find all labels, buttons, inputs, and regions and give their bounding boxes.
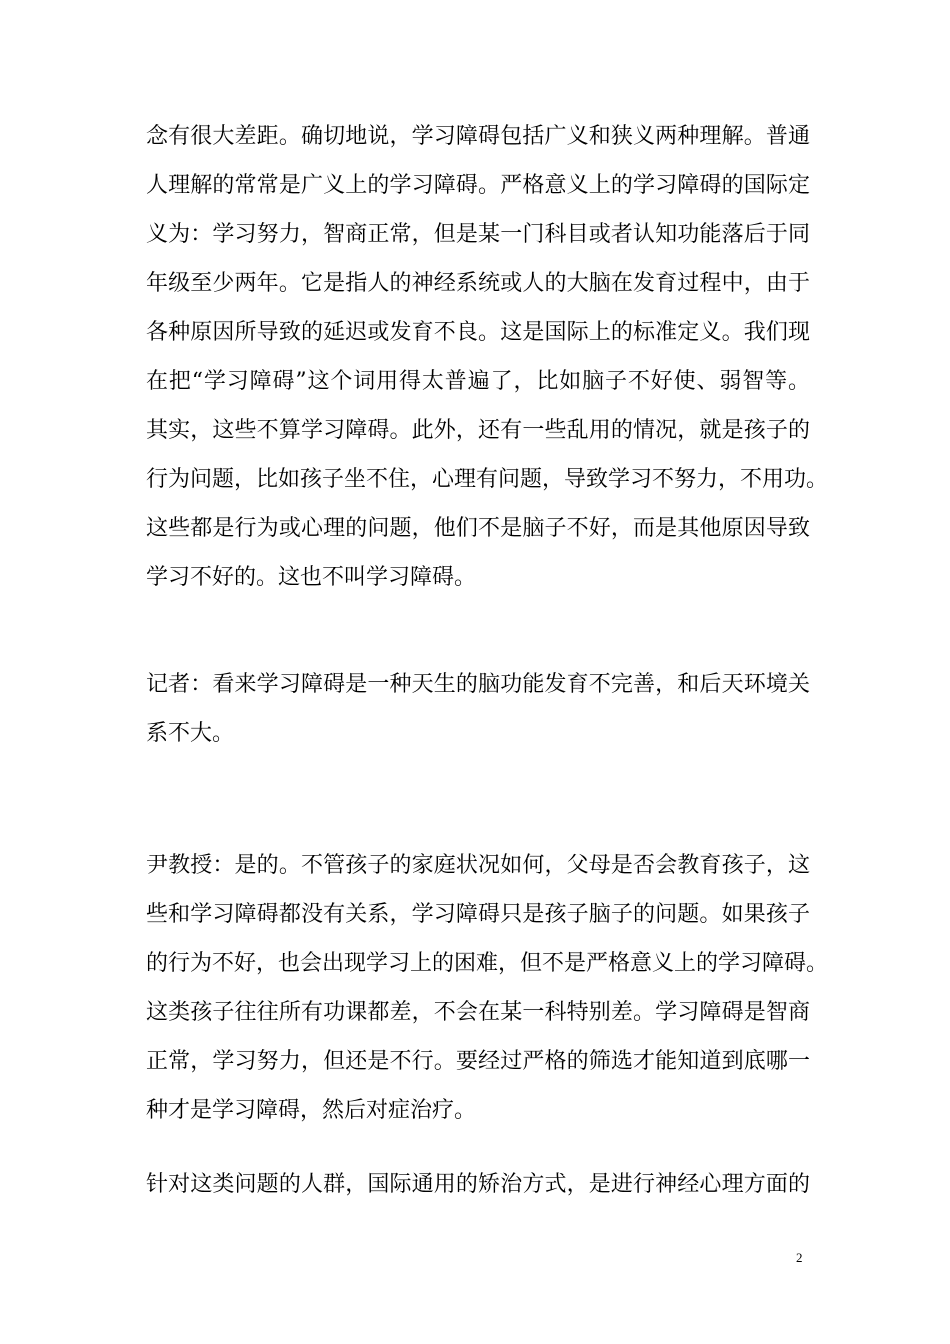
text-line: 这类孩子往往所有功课都差，不会在某一科特别差。学习障碍是智商 (146, 1000, 810, 1025)
text-line: 念有很大差距。确切地说，学习障碍包括广义和狭义两种理解。普通 (146, 124, 810, 149)
text-line: 行为问题，比如孩子坐不住，心理有问题，导致学习不努力，不用功。 (146, 467, 829, 492)
page-number: 2 (796, 1250, 803, 1265)
text-line: 这些都是行为或心理的问题，他们不是脑子不好，而是其他原因导致 (146, 516, 810, 541)
text-line: 各种原因所导致的延迟或发育不良。这是国际上的标准定义。我们现 (146, 320, 810, 345)
text-line: 学习不好的。这也不叫学习障碍。 (146, 565, 477, 590)
text-line: 正常，学习努力，但还是不行。要经过严格的筛选才能知道到底哪一 (146, 1049, 810, 1074)
text-line: 人理解的常常是广义上的学习障碍。严格意义上的学习障碍的国际定 (146, 173, 810, 198)
paragraph-treatment-method (146, 1160, 810, 1209)
text-line: 种才是学习障碍，然后对症治疗。 (146, 1098, 477, 1123)
text-line: 的行为不好，也会出现学习上的困难，但不是严格意义上的学习障碍。 (146, 951, 829, 976)
text-line: 义为：学习努力，智商正常，但是某一门科目或者认知功能落后于同 (146, 222, 810, 247)
text-line: 记者：看来学习障碍是一种天生的脑功能发育不完善，和后天环境关 (146, 672, 810, 697)
text-line: 尹教授：是的。不管孩子的家庭状况如何，父母是否会教育孩子，这 (146, 853, 810, 878)
text-line: 系不大。 (146, 721, 235, 746)
paragraph-professor-answer (146, 841, 829, 1135)
paragraph-reporter-question (146, 660, 810, 758)
text-line: 年级至少两年。它是指人的神经系统或人的大脑在发育过程中，由于 (146, 271, 810, 296)
text-line: 些和学习障碍都没有关系，学习障碍只是孩子脑子的问题。如果孩子 (146, 902, 810, 927)
paragraph-learning-disability-definition (146, 112, 829, 602)
text-line: 在把“学习障碍”这个词用得太普遍了，比如脑子不好使、弱智等。 (146, 369, 810, 394)
text-line: 针对这类问题的人群，国际通用的矫治方式，是进行神经心理方面的 (146, 1172, 810, 1197)
text-line: 其实，这些不算学习障碍。此外，还有一些乱用的情况，就是孩子的 (146, 418, 810, 443)
